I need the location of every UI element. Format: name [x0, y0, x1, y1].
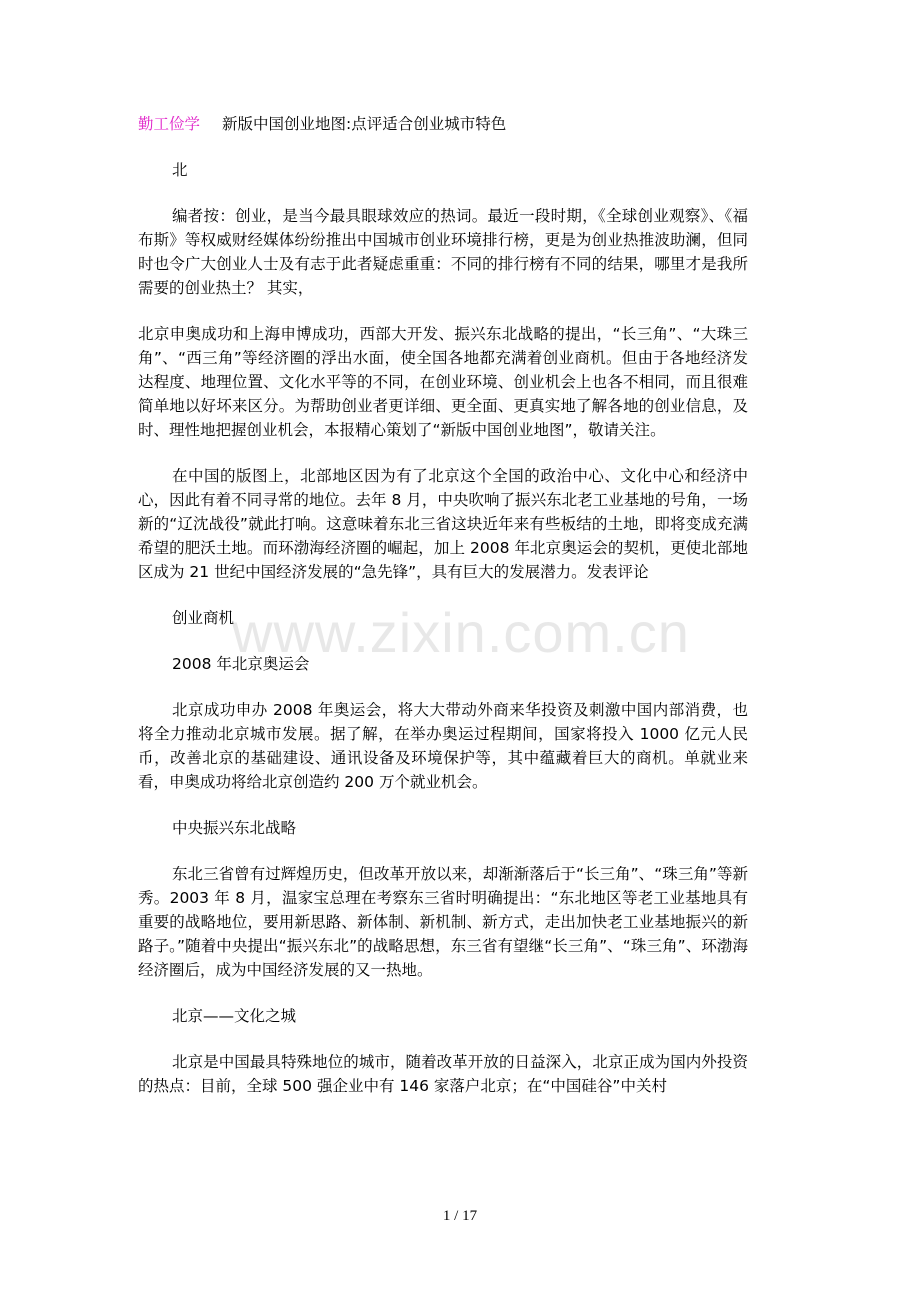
document-title-line: [138, 113, 506, 135]
northeast-paragraph: 东北三省曾有过辉煌历史，但改革开放以来，却渐渐落后于“长三角”、“珠三角”等新秀。2003 年 8 月，温家宝总理在考察东三省时明确提出：“东北地区等老工业基地具有重要的战略地位，要用新思路、新体制、新机制、新方式，走出加快老工业基地振兴的新路子。”随着中央提出“振兴东北”的战略思想，东三省有望继“长三角”、“珠三角”、环渤海经济圈后，成为中国经济发展的又一热地。: [138, 865, 748, 979]
editor-note-paragraph: 编者按：创业，是当今最具眼球效应的热词。最近一段时期，《全球创业观察》、《福布斯》等权威财经媒体纷纷推出中国城市创业环境排行榜，更是为创业热推波助澜，但同时也令广大创业人士及有志于此者疑虑重重：不同的排行榜有不同的结果，哪里才是我所需要的创业热土？ 其实，: [138, 207, 748, 297]
section-heading-north: 北: [172, 161, 188, 179]
olympics-paragraph: 北京成功申办 2008 年奥运会，将大大带动外商来华投资及刺激中国内部消费，也将全力推动北京城市发展。据了解，在举办奥运过程期间，国家将投入 1000 亿元人民币，改善北京的基础建设、通讯设备及环境保护等，其中蕴藏着巨大的商机。单就业来看，申奥成功将给北京创造约 200 万个就业机会。: [138, 701, 748, 791]
watermark: www.zixin.com.cn: [232, 601, 690, 664]
section-heading-opportunities: 创业商机: [172, 609, 235, 627]
section-heading-olympics: 2008 年北京奥运会: [172, 655, 310, 673]
section-heading-beijing: 北京——文化之城: [172, 1007, 297, 1025]
document-title: 新版中国创业地图:点评适合创业城市特色: [222, 115, 507, 133]
section-heading-northeast: 中央振兴东北战略: [172, 819, 297, 837]
brand-label: 勤工俭学: [138, 115, 201, 133]
beijing-paragraph: 北京是中国最具特殊地位的城市，随着改革开放的日益深入，北京正成为国内外投资的热点：目前，全球 500 强企业中有 146 家落户北京；在“中国硅谷”中关村: [138, 1053, 748, 1095]
document-body: [138, 158, 748, 1120]
page-number: 1 / 17: [442, 1208, 478, 1224]
intro-paragraph: 北京申奥成功和上海申博成功，西部大开发、振兴东北战略的提出，“长三角”、“大珠三角”、“西三角”等经济圈的浮出水面，使全国各地都充满着创业商机。但由于各地经济发达程度、地理位置、文化水平等的不同，在创业环境、创业机会上也各不相同，而且很难简单地以好坏来区分。为帮助创业者更详细、更全面、更真实地了解各地的创业信息，及时、理性地把握创业机会，本报精心策划了“新版中国创业地图”，敬请关注。: [138, 325, 748, 439]
north-region-paragraph: 在中国的版图上，北部地区因为有了北京这个全国的政治中心、文化中心和经济中心，因此有着不同寻常的地位。去年 8 月，中央吹响了振兴东北老工业基地的号角，一场新的“辽沈战役”就此打响。这意味着东北三省这块近年来有些板结的土地，即将变成充满希望的肥沃土地。而环渤海经济圈的崛起，加上 2008 年北京奥运会的契机，更使北部地区成为 21 世纪中国经济发展的“急先锋”，具有巨大的发展潜力。发表评论: [138, 467, 748, 581]
